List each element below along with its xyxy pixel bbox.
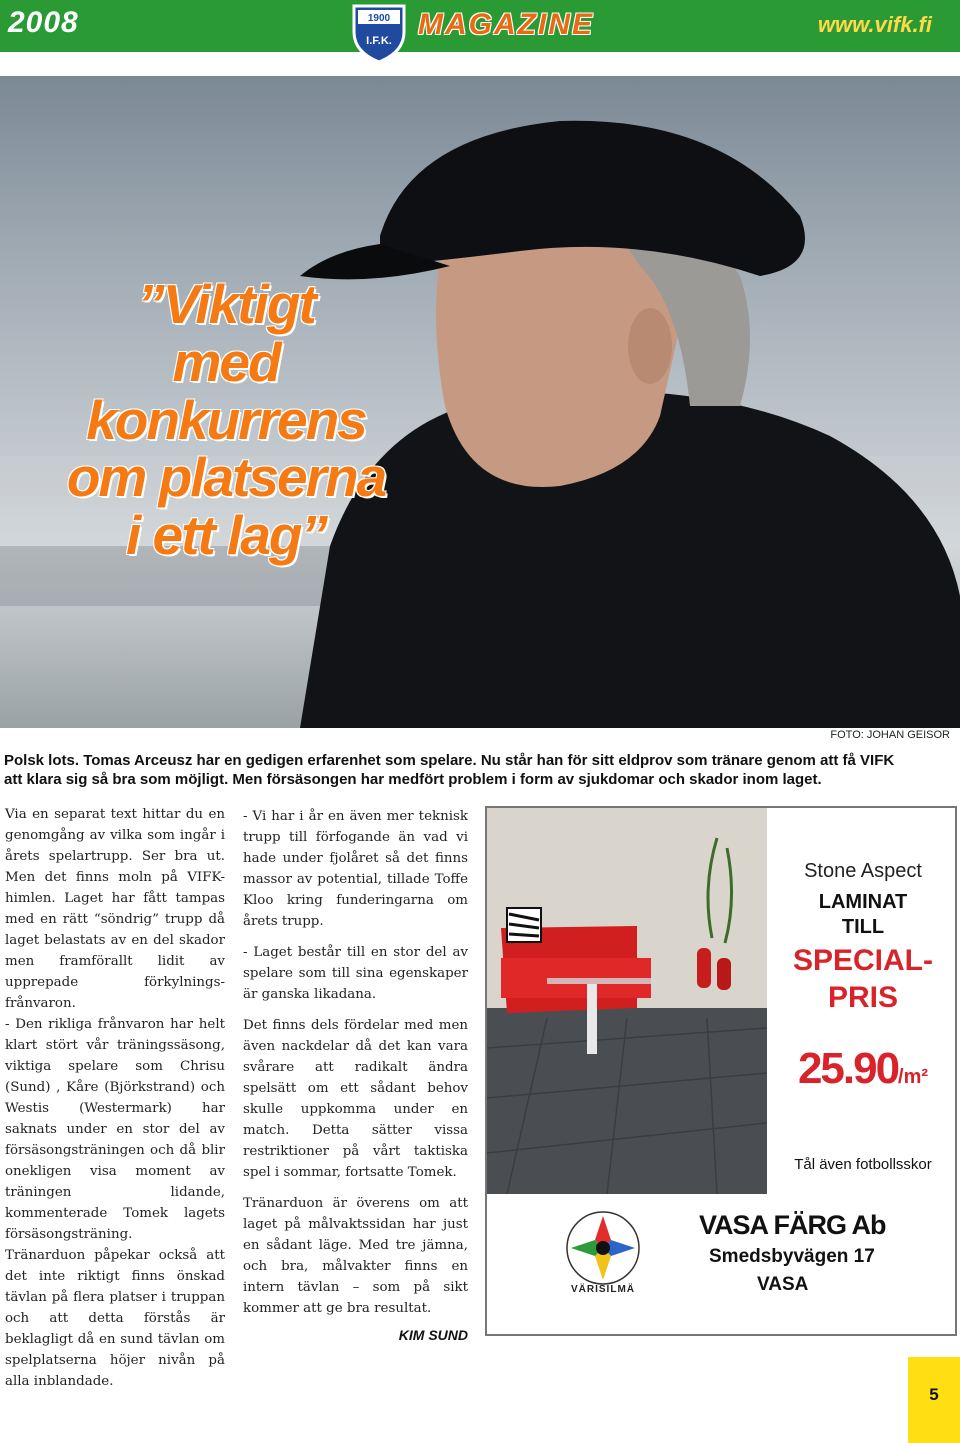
- ad-price: [771, 1044, 955, 1094]
- coach-photo: [0, 76, 960, 728]
- ad-offer-panel: [771, 808, 955, 1194]
- magazine-header: [0, 0, 960, 52]
- article-paragraph: Tränarduon påpekar också att det inte riktigt finns önskad tävlan på flera platser i truppan och att detta förstås är beklagligt då en sund tävlan om spelplatserna höjer nivån på alla inblandade.: [5, 1248, 225, 1389]
- logo-year: 1900: [367, 13, 391, 24]
- article-paragraph: Tränarduon är överens om att laget på målvaktssidan har just en sådant läge. Med tre jämna, och bra, målvakter finns en intern tävlan – som på sikt kommer att ge bra resultat.: [243, 1196, 468, 1316]
- article-paragraph: - Laget består till en stor del av spelare som till sina egenskaper är ganska likadana.: [243, 945, 468, 1002]
- ad-company-name: VASA FÄRG Ab: [699, 1210, 886, 1240]
- ad-product: [771, 890, 955, 940]
- ad-brand: Stone Aspect: [804, 860, 922, 882]
- header-magazine-title: MAGAZINE: [418, 8, 594, 41]
- ifk-shield-logo: [350, 2, 408, 64]
- article-paragraph: Det finns dels fördelar med men även nackdelar då det kan vara svårare att radikalt ändra spelsätt om ett sådant behov skulle uppkomma under en match. Detta sätter vissa restriktioner på vårt taktiska spel i sommar, fortsatte Tomek.: [243, 1018, 468, 1180]
- flooring-advertisement[interactable]: [485, 806, 957, 1336]
- ad-product-line: TILL: [841, 916, 885, 938]
- photo-caption: [4, 751, 954, 789]
- ad-special-price-label: [771, 942, 955, 1016]
- ad-city: VASA: [757, 1274, 809, 1295]
- logo-letters: I.F.K.: [366, 35, 392, 47]
- header-url[interactable]: www.vifk.fi: [817, 12, 932, 37]
- ad-price-unit: /m²: [898, 1066, 929, 1088]
- caption-line: att klara sig så bra som möjligt. Men försäsongen har medfört problem i form av sjukdomar och skador inom laget.: [4, 771, 822, 788]
- article-paragraph: Via en separat text hittar du en genomgång av vilka som ingår i årets spelartrupp. Ser bra ut. Men det finns moln på VIFK-himlen. Laget har fått tampas med en rätt “söndrig” trupp då laget belastats av en del skador men framförallt lidit av upprepade förkylnings-frånvaron.: [5, 807, 225, 1011]
- photo-credit: FOTO: JOHAN GEISOR: [830, 729, 950, 741]
- headline-line: om platserna: [66, 446, 386, 509]
- header-year: 2008: [8, 6, 79, 39]
- article-paragraph: - Den rikliga frånvaron har helt klart stört vår träningssäsong, viktiga spelare som Chrisu (Sund) , Kåre (Björkstrand) och Westis (Westermark) har saknats under en stor del av försäsongsträningen och då blir onekligen visa moment av träningen lidande, kommenterade Tomek lagets försäsongsträning.: [5, 1017, 225, 1242]
- ad-address: Smedsbyvägen 17: [709, 1246, 875, 1267]
- room-interior-image: [487, 808, 767, 1194]
- article-paragraph: - Vi har i år en även mer teknisk trupp till förfogande än vad vi hade under fjolåret så det finns massor av potential, tillade Toffe Kloo kring funderingarna om årets trupp.: [243, 809, 468, 929]
- headline-line: ”Viktigt: [137, 273, 315, 335]
- page-number-tab: [908, 1357, 960, 1443]
- article-column-2: [243, 806, 468, 1346]
- headline-quote: [16, 273, 436, 566]
- varisilma-logo-text: VÄRISILMÄ: [571, 1284, 635, 1295]
- headline-line: med: [172, 330, 280, 393]
- caption-line: Polsk lots. Tomas Arceusz har en gedigen erfarenhet som spelare. Nu står han för sitt eldprov som tränare genom att få VIFK: [4, 752, 895, 769]
- ad-special-line: PRIS: [827, 981, 899, 1014]
- page-number: 5: [929, 1385, 939, 1404]
- byline: KIM SUND: [398, 1327, 468, 1343]
- article-column-1: [5, 804, 225, 1392]
- ad-price-value: 25.90: [797, 1044, 899, 1093]
- headline-line: konkurrens: [86, 388, 366, 451]
- ad-special-line: SPECIAL-: [792, 944, 933, 977]
- ad-tagline: Tål även fotbollsskor: [794, 1156, 932, 1173]
- ad-product-line: LAMINAT: [818, 891, 908, 913]
- headline-line: i ett lag”: [125, 504, 327, 566]
